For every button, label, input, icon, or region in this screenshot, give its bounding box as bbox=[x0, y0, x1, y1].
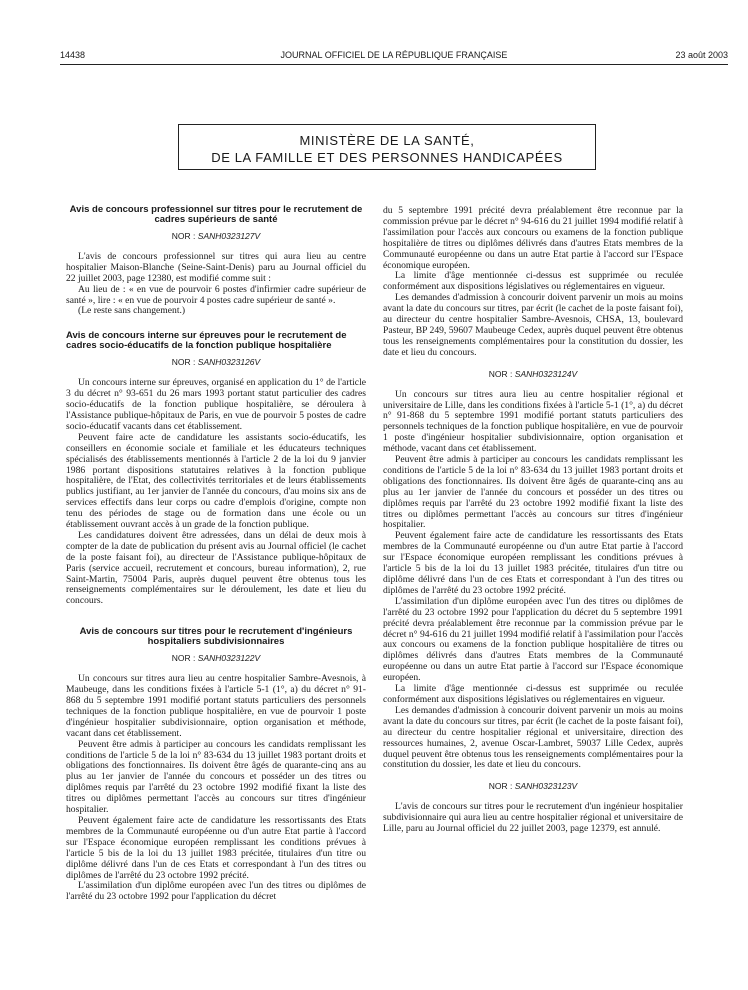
paragraph: Au lieu de : « en vue de pourvoir 6 postes d'infirmier cadre supérieur de santé », lire : « en vue de pourvoir 4 postes cadre supérieur de santé ». bbox=[66, 283, 366, 306]
paragraph: La limite d'âge mentionnée ci-dessus est supprimée ou reculée conformément aux dispositions législatives ou réglementaires en vigueur. bbox=[383, 683, 683, 705]
nor-reference bbox=[383, 781, 683, 792]
paragraph: Peuvent également faire acte de candidature les ressortissants des Etats membres de la Communauté européenne ou d'un autre Etat partie à l'accord sur l'Espace économique européen remplissant les conditions prévues à l'article 5 bis de la loi du 13 juillet 1983 précitée, titulaires d'un titre ou diplôme délivré dans l'un de ces Etats et correspondant à l'un des titres ou diplômes de l'arrêté du 23 octobre 1992 précité. bbox=[383, 530, 683, 596]
ministry-heading-box bbox=[178, 124, 596, 170]
paragraph: Peuvent faire acte de candidature les assistants socio-éducatifs, les conseillers en économie sociale et familiale et les éducateurs techniques spécialisés des établissements mentionnés à l'article 2 de la loi du 9 janvier 1986 portant dispositions statutaires relatives à la fonction publique hospitalière, de l'Etat, des collectivités territoriales et de leurs établissements publics justifiant, au 1er janvier de l'année du concours, d'au moins six ans de services effectifs dans leur corps ou cadre d'emplois d'origine, compte non tenu des périodes de stage ou de formation dans une école ou un établissement ouvrant accès à un grade de la fonction publique. bbox=[66, 431, 366, 531]
page-header bbox=[60, 50, 728, 64]
paragraph: Peuvent également faire acte de candidature les ressortissants des Etats membres de la Communauté européenne ou d'un autre Etat partie à l'accord sur l'Espace économique européen remplissant les conditions prévues à l'article 5 bis de la loi du 13 juillet 1983 précitée, titulaires d'un titre ou diplôme délivré dans l'un de ces Etats et correspondant à l'un des titres ou diplômes de l'arrêté du 23 octobre 1992 précité. bbox=[66, 814, 366, 881]
paragraph: L'avis de concours sur titres pour le recrutement d'un ingénieur hospitalier subdivisionnaire qui aura lieu au centre hospitalier régional et universitaire de Lille, paru au Journal officiel du 22 juillet 2003, page 12379, est annulé. bbox=[383, 801, 683, 835]
ministry-line-2: DE LA FAMILLE ET DES PERSONNES HANDICAPÉES bbox=[211, 150, 563, 165]
page-number: 14438 bbox=[60, 50, 86, 60]
paragraph: (Le reste sans changement.) bbox=[78, 305, 186, 317]
paragraph: L'assimilation d'un diplôme européen avec l'un des titres ou diplômes de l'arrêté du 23 octobre 1992 pour l'application du décret bbox=[66, 880, 366, 903]
nor-reference bbox=[66, 357, 366, 368]
nor-label: NOR : bbox=[171, 653, 196, 664]
right-column bbox=[383, 206, 683, 835]
journal-title: JOURNAL OFFICIEL DE LA RÉPUBLIQUE FRANÇAISE bbox=[280, 50, 508, 60]
paragraph: Un concours sur titres aura lieu au centre hospitalier régional et universitaire de Lille, dans les conditions fixées à l'article 5-1 (1°, a) du décret n° 91-868 du 5 septembre 1991 modifié portant statuts particuliers des personnels techniques de la fonction publique hospitalière, en vue de pourvoir 1 poste d'ingénieur hospitalier subdivisionnaire, option organisation et méthode, vacant dans cet établissement. bbox=[383, 388, 683, 455]
paragraph: L'assimilation d'un diplôme européen avec l'un des titres ou diplômes de l'arrêté du 23 octobre 1992 pour l'application du décret du 5 septembre 1991 précité devra préalablement être reconnue par la commission prévue par le décret n° 94-616 du 21 juillet 1994 modifié relatif à l'assimilation pour l'accès aux concours ou examens de la fonction publique hospitalière de titres ou diplômes délivrés dans d'autres Etats membres de la Communauté européenne ou dans un autre Etat partie à l'accord sur l'Espace économique européen. bbox=[383, 595, 683, 684]
paragraph: Les candidatures doivent être adressées, dans un délai de deux mois à compter de la date de publication du présent avis au Journal officiel (le cachet de la poste faisant foi), au directeur de l'Assistance publique-hôpitaux de Paris (service accueil, recrutement et concours, bureau information), 2, rue Saint-Martin, 75004 Paris, auprès duquel peuvent être obtenus tous les renseignements complémentaires sur le déroulement, les date et lieu du concours. bbox=[66, 529, 366, 607]
nor-code: SANH0323124V bbox=[514, 368, 578, 379]
section-title: Avis de concours interne sur épreuves pour le recrutement de cadres socio-éducatifs de la fonction publique hospitalière bbox=[66, 330, 347, 352]
paragraph: La limite d'âge mentionnée ci-dessus est supprimée ou reculée conformément aux dispositions législatives ou réglementaires en vigueur. bbox=[383, 270, 683, 293]
nor-reference bbox=[66, 653, 366, 664]
nor-label: NOR : bbox=[488, 781, 513, 792]
left-column bbox=[66, 205, 366, 903]
section-title: Avis de concours professionnel sur titres pour le recrutement de cadres supérieurs de santé bbox=[69, 204, 363, 225]
header-divider bbox=[60, 64, 728, 65]
paragraph: Peuvent être admis à participer au concours les candidats remplissant les conditions de l'article 5 de la loi n° 83-634 du 13 juillet 1983 portant droits et obligations des fonctionnaires. Ils doivent être âgés de quarante-cinq ans au plus au 1er janvier de l'année du concours et posséder un des titres ou diplômes requis par l'arrêté du 23 octobre 1992 modifié fixant la liste des titres ou diplômes permettant l'accès au concours sur titres d'ingénieur hospitalier. bbox=[66, 738, 366, 816]
nor-label: NOR : bbox=[171, 357, 196, 368]
paragraph: L'avis de concours professionnel sur titres qui aura lieu au centre hospitalier Maison-Blanche (Seine-Saint-Denis) paru au Journal officiel du 22 juillet 2003, page 12380, est modifié comme suit : bbox=[66, 250, 366, 284]
paragraph: Les demandes d'admission à concourir doivent parvenir un mois au moins avant la date du concours sur titres, par écrit (le cachet de la poste faisant foi), au directeur du centre hospitalier Sambre-Avesnois, CHSA, 13, boulevard Pasteur, BP 249, 59607 Maubeuge Cedex, auprès duquel peuvent être obtenus tous les renseignements complémentaires pour la constitution du dossier, les date et lieu du concours. bbox=[383, 292, 683, 358]
nor-label: NOR : bbox=[171, 231, 196, 241]
paragraph: Les demandes d'admission à concourir doivent parvenir un mois au moins avant la date du concours sur titres, par écrit (le cachet de la poste faisant foi), au directeur du centre hospitalier régional et universitaire, direction des ressources humaines, 2, avenue Oscar-Lambret, 59037 Lille Cedex, auprès duquel peuvent être obtenus tous les renseignements complémentaires pour la constitution du dossier, les date et lieu du concours. bbox=[383, 704, 683, 771]
nor-reference bbox=[66, 231, 366, 242]
nor-code: SANH0323122V bbox=[197, 653, 261, 664]
paragraph: Un concours sur titres aura lieu au centre hospitalier Sambre-Avesnois, à Maubeuge, dans les conditions fixées à l'article 5-1 (1°, a) du décret n° 91-868 du 5 septembre 1991 modifié portant statuts particuliers des personnels techniques de la fonction publique hospitalière, en vue de pourvoir 1 poste d'ingénieur hospitalier subdivisionnaire, option organisation et méthode, vacant dans cet établissement. bbox=[66, 673, 366, 739]
nor-label: NOR : bbox=[488, 368, 513, 379]
nor-reference bbox=[383, 369, 683, 380]
paragraph: Peuvent être admis à participer au concours les candidats remplissant les conditions de l'article 5 de la loi n° 83-634 du 13 juillet 1983 portant droits et obligations des fonctionnaires. Ils doivent être âgés de quarante-cinq ans au plus au 1er janvier de l'année du concours et posséder un des titres ou diplômes requis par l'arrêté du 23 octobre 1992 modifié fixant la liste des titres ou diplômes permettant l'accès au concours sur titres d'ingénieur hospitalier. bbox=[383, 454, 683, 531]
paragraph: du 5 septembre 1991 précité devra préalablement être reconnue par la commission prévue par le décret n° 94-616 du 21 juillet 1994 modifié relatif à l'assimilation pour l'accès aux concours ou examens de la fonction publique hospitalière de titres ou diplômes délivrés dans d'autres Etats membres de la Communauté européenne ou dans un autre Etat partie à l'accord sur l'Espace économique européen. bbox=[383, 205, 683, 271]
section-title: Avis de concours sur titres pour le recrutement d'ingénieurs hospitaliers subdivisionnaires bbox=[79, 626, 353, 648]
ministry-line-1: MINISTÈRE DE LA SANTÉ, bbox=[299, 133, 475, 148]
nor-code: SANH0323127V bbox=[197, 231, 261, 241]
nor-code: SANH0323126V bbox=[197, 357, 261, 368]
paragraph: Un concours interne sur épreuves, organisé en application du 1° de l'article 3 du décret n° 93-651 du 26 mars 1993 portant statut particulier des cadres socio-éducatifs de la fonction publique hospitalière, se déroulera à l'Assistance publique-hôpitaux de Paris, en vue de pourvoir 5 postes de cadre socio-éducatif vacants dans cet établissement. bbox=[66, 377, 366, 432]
nor-code: SANH0323123V bbox=[514, 781, 578, 792]
issue-date: 23 août 2003 bbox=[675, 50, 728, 60]
